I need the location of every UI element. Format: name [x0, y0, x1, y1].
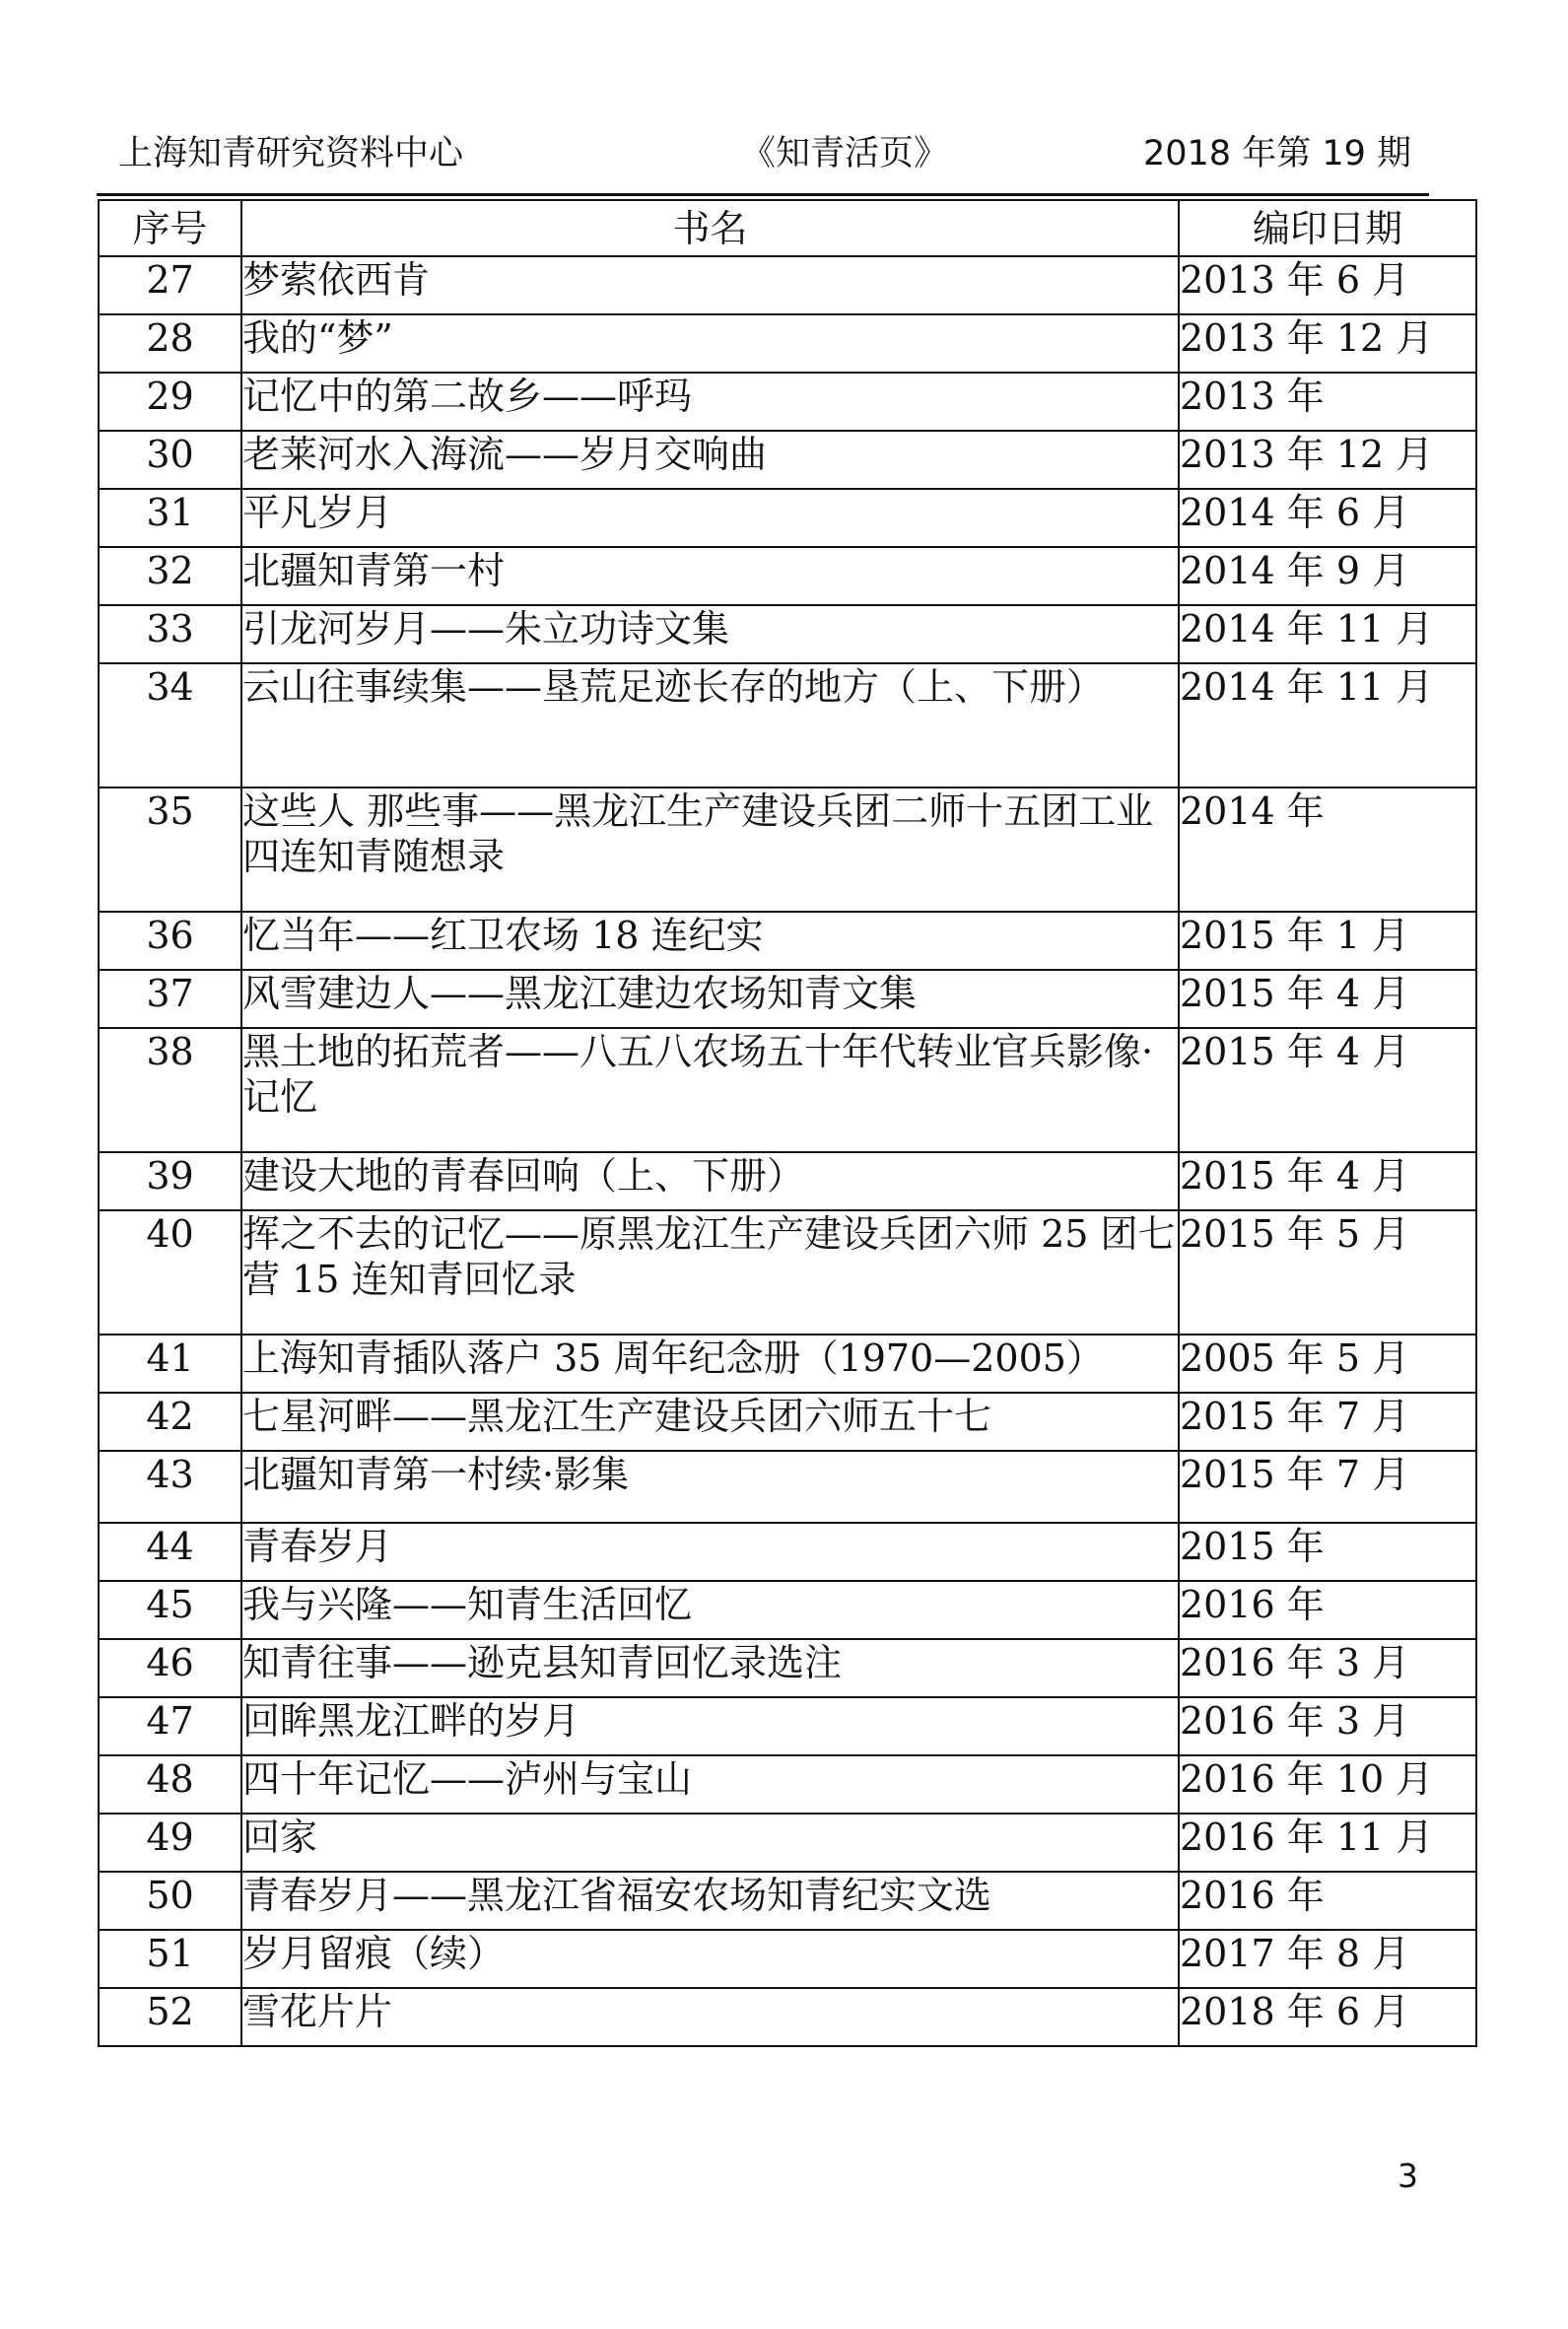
- book-title: 回家: [241, 1814, 1179, 1872]
- book-title: 这些人 那些事——黑龙江生产建设兵团二师十五团工业四连知青随想录: [241, 788, 1179, 912]
- header-org: 上海知青研究资料中心: [118, 134, 464, 173]
- row-number: 39: [99, 1152, 241, 1210]
- table-row: [99, 547, 1476, 605]
- table-row: [99, 1451, 1476, 1523]
- print-date: 2016 年 10 月: [1179, 1755, 1476, 1814]
- row-number: 51: [99, 1930, 241, 1988]
- book-title: 记忆中的第二故乡——呼玛: [241, 373, 1179, 431]
- table-row: [99, 1988, 1476, 2046]
- table-row: [99, 1697, 1476, 1755]
- print-date: 2015 年 1 月: [1179, 912, 1476, 970]
- print-date: 2017 年 8 月: [1179, 1930, 1476, 1988]
- table-row: [99, 663, 1476, 788]
- print-date: 2015 年 4 月: [1179, 970, 1476, 1028]
- row-number: 44: [99, 1523, 241, 1581]
- row-number: 40: [99, 1210, 241, 1335]
- print-date: 2014 年: [1179, 788, 1476, 912]
- table-header-row: [99, 200, 1476, 256]
- table-row: [99, 1581, 1476, 1639]
- table-row: [99, 1335, 1476, 1393]
- table-row: [99, 1872, 1476, 1930]
- book-title: 黑土地的拓荒者——八五八农场五十年代转业官兵影像·记忆: [241, 1028, 1179, 1152]
- book-title: 梦萦依西肯: [241, 256, 1179, 314]
- table-row: [99, 489, 1476, 547]
- book-title: 岁月留痕（续）: [241, 1930, 1179, 1988]
- book-title: 风雪建边人——黑龙江建边农场知青文集: [241, 970, 1179, 1028]
- page-header: [0, 126, 1568, 175]
- row-number: 27: [99, 256, 241, 314]
- column-header-date: 编印日期: [1179, 200, 1476, 256]
- print-date: 2016 年: [1179, 1581, 1476, 1639]
- book-title: 我的“梦”: [241, 314, 1179, 373]
- print-date: 2018 年 6 月: [1179, 1988, 1476, 2046]
- book-title: 北疆知青第一村: [241, 547, 1179, 605]
- table-row: [99, 1930, 1476, 1988]
- print-date: 2016 年 11 月: [1179, 1814, 1476, 1872]
- table-row: [99, 1210, 1476, 1335]
- table-row: [99, 256, 1476, 314]
- row-number: 48: [99, 1755, 241, 1814]
- print-date: 2015 年 7 月: [1179, 1451, 1476, 1523]
- table-row: [99, 912, 1476, 970]
- print-date: 2013 年 12 月: [1179, 431, 1476, 489]
- column-header-no: 序号: [99, 200, 241, 256]
- table-row: [99, 431, 1476, 489]
- table-row: [99, 314, 1476, 373]
- row-number: 37: [99, 970, 241, 1028]
- book-title: 知青往事——逊克县知青回忆录选注: [241, 1639, 1179, 1697]
- row-number: 29: [99, 373, 241, 431]
- row-number: 50: [99, 1872, 241, 1930]
- table-row: [99, 970, 1476, 1028]
- row-number: 32: [99, 547, 241, 605]
- book-title: 挥之不去的记忆——原黑龙江生产建设兵团六师 25 团七营 15 连知青回忆录: [241, 1210, 1179, 1335]
- table-row: [99, 1639, 1476, 1697]
- row-number: 49: [99, 1814, 241, 1872]
- table-row: [99, 1152, 1476, 1210]
- row-number: 31: [99, 489, 241, 547]
- print-date: 2013 年 6 月: [1179, 256, 1476, 314]
- print-date: 2015 年 4 月: [1179, 1028, 1476, 1152]
- book-title: 引龙河岁月——朱立功诗文集: [241, 605, 1179, 663]
- print-date: 2013 年 12 月: [1179, 314, 1476, 373]
- column-header-title: 书名: [241, 200, 1179, 256]
- print-date: 2015 年 5 月: [1179, 1210, 1476, 1335]
- print-date: 2015 年 4 月: [1179, 1152, 1476, 1210]
- print-date: 2016 年 3 月: [1179, 1697, 1476, 1755]
- table-row: [99, 1393, 1476, 1451]
- table-row: [99, 788, 1476, 912]
- row-number: 47: [99, 1697, 241, 1755]
- table-row: [99, 1028, 1476, 1152]
- table-row: [99, 605, 1476, 663]
- table-row: [99, 1523, 1476, 1581]
- print-date: 2015 年 7 月: [1179, 1393, 1476, 1451]
- print-date: 2014 年 6 月: [1179, 489, 1476, 547]
- header-issue: 2018 年第 19 期: [1143, 134, 1411, 173]
- book-title: 青春岁月: [241, 1523, 1179, 1581]
- header-publication: 《知青活页》: [741, 134, 949, 173]
- row-number: 28: [99, 314, 241, 373]
- book-title: 老莱河水入海流——岁月交响曲: [241, 431, 1179, 489]
- row-number: 33: [99, 605, 241, 663]
- book-title: 忆当年——红卫农场 18 连纪实: [241, 912, 1179, 970]
- book-title: 云山往事续集——垦荒足迹长存的地方（上、下册）: [241, 663, 1179, 788]
- book-list-table: [98, 199, 1477, 2047]
- book-title: 四十年记忆——泸州与宝山: [241, 1755, 1179, 1814]
- print-date: 2016 年 3 月: [1179, 1639, 1476, 1697]
- row-number: 36: [99, 912, 241, 970]
- print-date: 2016 年: [1179, 1872, 1476, 1930]
- print-date: 2005 年 5 月: [1179, 1335, 1476, 1393]
- row-number: 41: [99, 1335, 241, 1393]
- row-number: 38: [99, 1028, 241, 1152]
- row-number: 43: [99, 1451, 241, 1523]
- table-row: [99, 373, 1476, 431]
- row-number: 34: [99, 663, 241, 788]
- book-title: 青春岁月——黑龙江省福安农场知青纪实文选: [241, 1872, 1179, 1930]
- table-row: [99, 1814, 1476, 1872]
- print-date: 2015 年: [1179, 1523, 1476, 1581]
- header-rule: [97, 193, 1429, 196]
- book-title: 平凡岁月: [241, 489, 1179, 547]
- book-title: 七星河畔——黑龙江生产建设兵团六师五十七: [241, 1393, 1179, 1451]
- print-date: 2014 年 11 月: [1179, 663, 1476, 788]
- book-title: 雪花片片: [241, 1988, 1179, 2046]
- page-number: 3: [1398, 2157, 1418, 2195]
- print-date: 2014 年 9 月: [1179, 547, 1476, 605]
- book-title: 回眸黑龙江畔的岁月: [241, 1697, 1179, 1755]
- table-row: [99, 1755, 1476, 1814]
- row-number: 42: [99, 1393, 241, 1451]
- book-title: 我与兴隆——知青生活回忆: [241, 1581, 1179, 1639]
- book-title: 上海知青插队落户 35 周年纪念册（1970—2005）: [241, 1335, 1179, 1393]
- row-number: 46: [99, 1639, 241, 1697]
- book-title: 建设大地的青春回响（上、下册）: [241, 1152, 1179, 1210]
- print-date: 2013 年: [1179, 373, 1476, 431]
- row-number: 45: [99, 1581, 241, 1639]
- print-date: 2014 年 11 月: [1179, 605, 1476, 663]
- row-number: 35: [99, 788, 241, 912]
- row-number: 30: [99, 431, 241, 489]
- row-number: 52: [99, 1988, 241, 2046]
- book-title: 北疆知青第一村续·影集: [241, 1451, 1179, 1523]
